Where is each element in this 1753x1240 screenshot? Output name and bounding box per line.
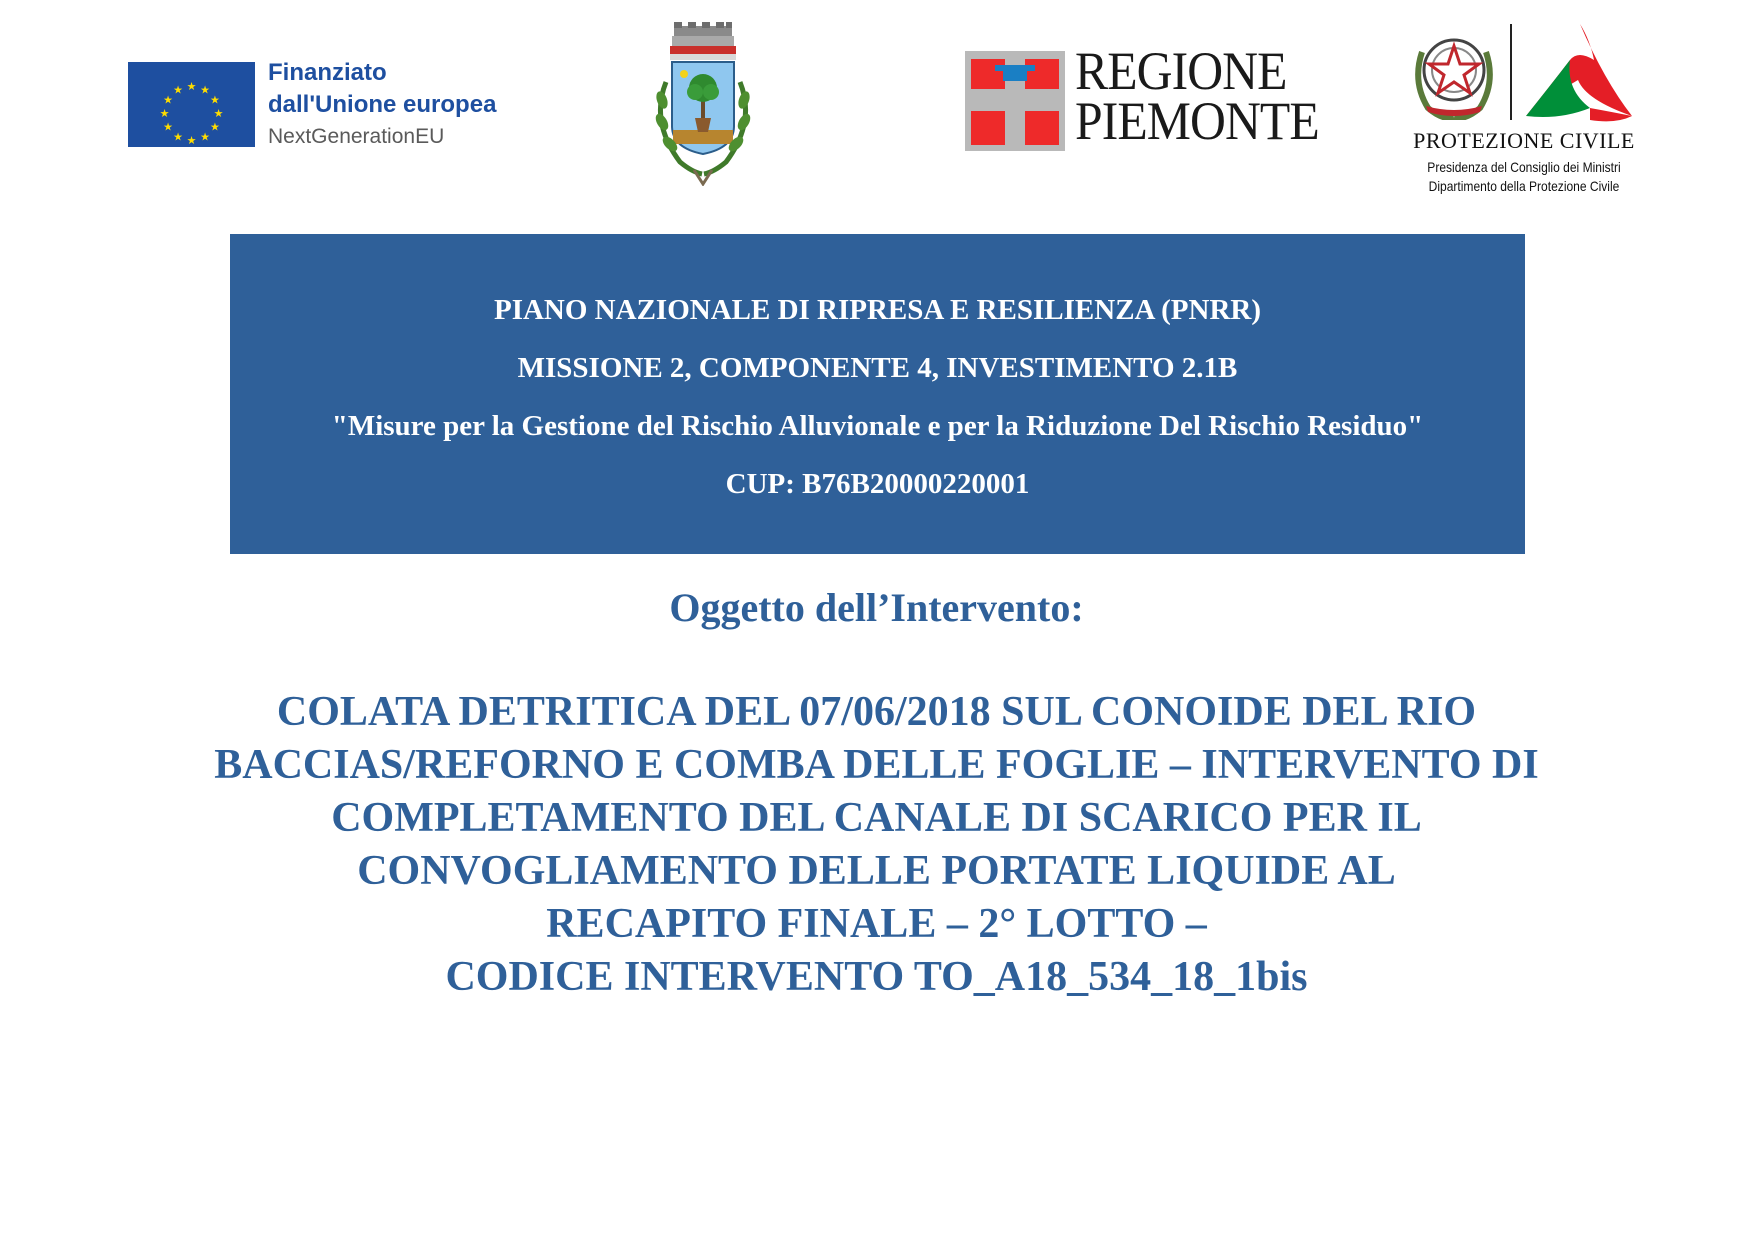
pnrr-header-box [230,234,1525,554]
svg-text:★: ★ [186,80,197,93]
eu-line-2: dall'Unione europea [268,91,497,118]
svg-text:★: ★ [163,93,174,107]
pnrr-title: PIANO NAZIONALE DI RIPRESA E RESILIENZA (PNRR) [493,294,1261,326]
svg-text:★: ★ [163,120,174,134]
intervention-title [0,686,1753,1004]
regione-line-1: REGIONE [1075,41,1287,101]
svg-text:★: ★ [200,83,210,97]
pnrr-measure: "Misure per la Gestione del Rischio Alluvionale e per la Riduzione Del Rischio Residuo" [331,410,1424,442]
pnrr-mission: MISSIONE 2, COMPONENTE 4, INVESTIMENTO 2.1B [517,352,1238,384]
logo-divider [1510,24,1512,120]
svg-text:★: ★ [209,120,220,134]
pnrr-cup: CUP: B76B20000220001 [725,468,1030,500]
eu-flag-icon [128,62,255,147]
intervention-title-line: BACCIAS/REFORNO E COMBA DELLE FOGLIE – INTERVENTO DI [214,742,1539,788]
protezione-civile-subtitle-1: Presidenza del Consiglio dei Ministri [1427,159,1621,175]
intervention-title-line: COMPLETAMENTO DEL CANALE DI SCARICO PER IL [331,795,1422,841]
regione-piemonte-shield-icon [965,51,1065,151]
oggetto-heading: Oggetto dell’Intervento: [669,585,1084,630]
svg-text:★: ★ [209,93,220,107]
svg-text:★: ★ [173,130,183,144]
svg-text:★: ★ [200,130,210,144]
eu-line-3: NextGenerationEU [268,125,445,148]
svg-text:★: ★ [173,83,183,97]
regione-line-2: PIEMONTE [1075,91,1319,151]
svg-text:★: ★ [159,107,170,120]
intervention-title-line: RECAPITO FINALE – 2° LOTTO – [546,901,1207,947]
eu-funding-label [268,57,496,153]
intervention-title-line: COLATA DETRITICA DEL 07/06/2018 SUL CONOIDE DEL RIO [276,689,1477,735]
italian-republic-emblem-icon [1408,22,1500,120]
intervention-code: CODICE INTERVENTO TO_A18_534_18_1bis [445,954,1308,1000]
regione-piemonte-wordmark [1075,41,1340,151]
eu-line-1: Finanziato [268,59,387,86]
intervention-title-line: CONVOGLIAMENTO DELLE PORTATE LIQUIDE AL [357,848,1396,894]
svg-text:★: ★ [186,134,197,147]
protezione-civile-triangle-icon [1520,20,1638,124]
protezione-civile-subtitle-2: Dipartimento della Protezione Civile [1428,178,1620,194]
municipal-coat-of-arms-icon [640,22,766,186]
protezione-civile-title: PROTEZIONE CIVILE [1413,128,1635,153]
svg-text:★: ★ [213,107,224,120]
